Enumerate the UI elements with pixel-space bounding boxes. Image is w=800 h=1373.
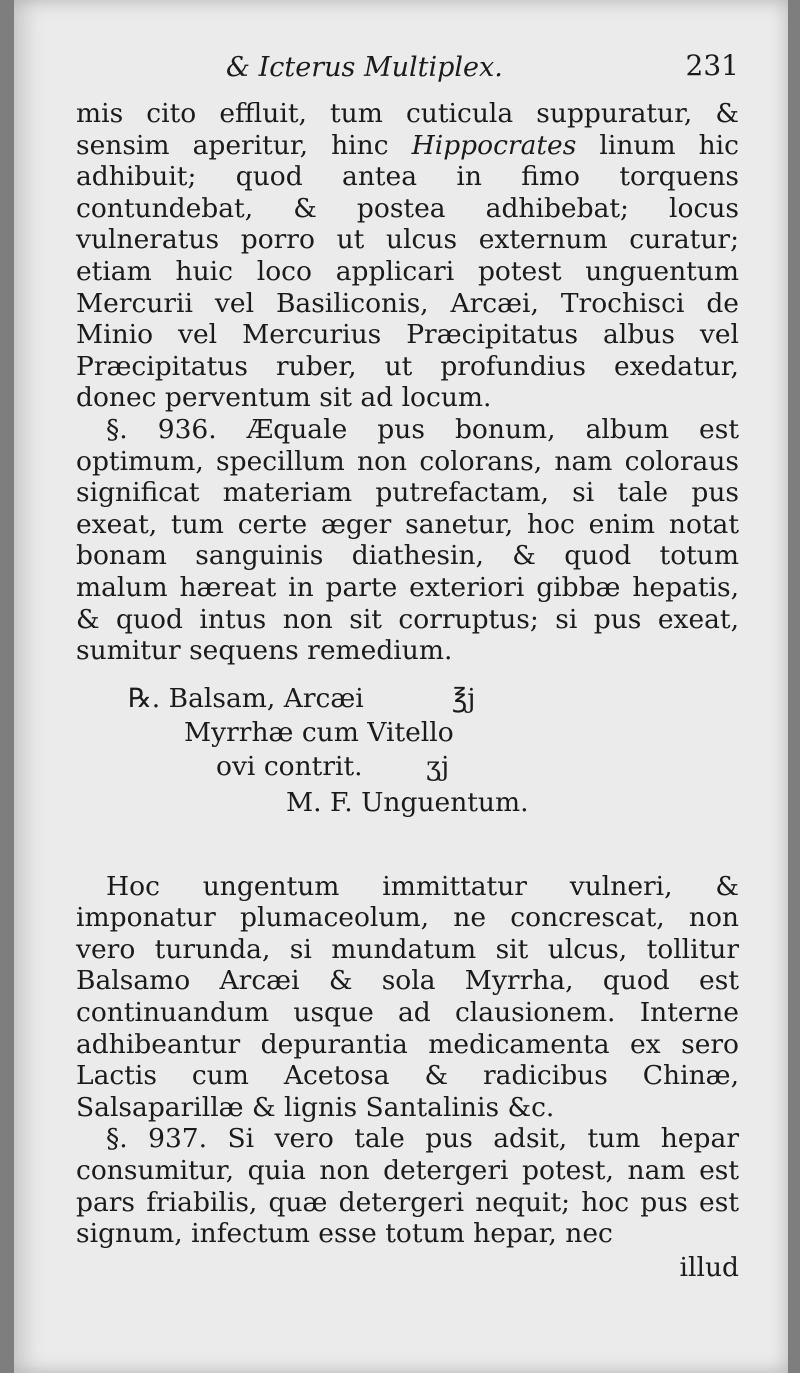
page-header (76, 46, 739, 98)
recipe-block (76, 683, 739, 831)
author-name-hippocrates: Hippocrates (411, 129, 577, 161)
recipe-dose-3: ʒj (426, 750, 450, 782)
paragraph-936: §. 936. Æquale pus bonum, album est optimum, specillum non colorans, nam coloraus significat materiam putrefactam, si tale pus exeat, tum certe æger sanetur, hoc enim notat bonam sanguinis diathesin, & quod totum malum hæreat in parte exteriori gibbæ hepatis, & quod intus non sit corruptus; si pus exeat, sumitur sequens remedium. (76, 413, 739, 667)
recipe-dose-1: ℥j (452, 682, 476, 714)
catchword: illud (679, 1251, 739, 1283)
paragraph-937: §. 937. Si vero tale pus adsit, tum hepar consumitur, quia non detergeri potest, nam est pars friabilis, quæ detergeri nequit; hoc pus est signum, infectum esse totum hepar, nec (76, 1123, 739, 1250)
recipe-line-1: ℞. Balsam, Arcæi (128, 682, 364, 714)
paragraph-1-text-b: linum hic adhibuit; quod antea in fimo torquens contundebat, & postea adhibebat; locus vulneratus porro ut ulcus externum curatur; etiam huic loco applicari potest unguentum Mercurii vel Basiliconis, Arcæi, Trochisci de Minio vel Mercurius Præcipitatus albus vel Præcipitatus ruber, ut profundius exedatur, donec perventum sit ad locum. (76, 129, 739, 414)
paragraph-3: Hoc ungentum immittatur vulneri, & imponatur plumaceolum, ne concrescat, non vero turunda, si mundatum sit ulcus, tollitur Balsamo Arcæi & sola Myrrha, quod est continuandum usque ad clausionem. Interne adhibeantur depurantia medicamenta ex sero Lactis cum Acetosa & radicibus Chinæ, Salsaparillæ & lignis Santalinis &c. (76, 870, 739, 1123)
recipe-line-4: M. F. Unguentum. (286, 786, 529, 818)
paragraph-1 (76, 98, 739, 414)
paragraph-1-text-a: mis cito effluit, tum cuticula suppuratur, & sensim aperitur, hinc (76, 98, 739, 161)
recipe-line-2: Myrrhæ cum Vitello (184, 716, 454, 748)
running-title: & Icterus Multiplex. (226, 52, 503, 83)
spacer (76, 831, 739, 871)
page-body (76, 46, 739, 1283)
recipe-line-3: ovi contrit. (216, 750, 363, 782)
book-page (14, 0, 788, 1373)
page-number: 231 (685, 49, 739, 82)
